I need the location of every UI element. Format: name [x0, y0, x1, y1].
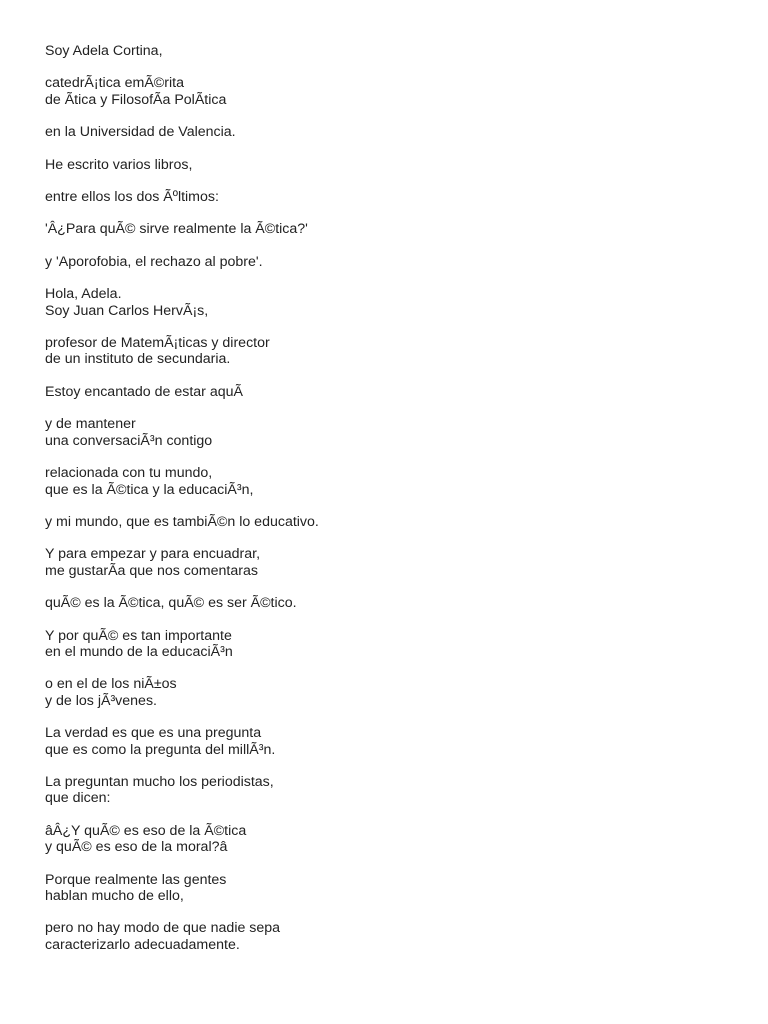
transcript-paragraph — [45, 546, 735, 579]
transcript-paragraph — [45, 286, 735, 319]
transcript-line: que dicen: — [45, 790, 111, 807]
transcript-paragraph — [45, 43, 735, 59]
transcript-line: de un instituto de secundaria. — [45, 351, 231, 368]
transcript-line: de Ãtica y FilosofÃa PolÃtica — [45, 91, 227, 108]
transcript-line: caracterizarlo adecuadamente. — [45, 936, 240, 953]
transcript-line: y 'Aporofobia, el rechazo al pobre'. — [45, 253, 263, 270]
transcript-line: me gustarÃa que nos comentaras — [45, 562, 258, 579]
transcript-line: catedrÃ¡tica emÃ©rita — [45, 75, 184, 92]
transcript-paragraph — [45, 254, 735, 270]
transcript-line: La preguntan mucho los periodistas, — [45, 773, 274, 790]
transcript-paragraph — [45, 514, 735, 530]
transcript-line: Soy Juan Carlos HervÃ¡s, — [45, 302, 209, 319]
transcript-line: profesor de MatemÃ¡ticas y director — [45, 335, 270, 352]
transcript-paragraph — [45, 189, 735, 205]
transcript-line: Y para empezar y para encuadrar, — [45, 546, 261, 563]
transcript-paragraph — [45, 774, 735, 807]
transcript-line: y mi mundo, que es tambiÃ©n lo educativo. — [45, 513, 319, 530]
transcript-document — [45, 43, 735, 969]
transcript-line: en el mundo de la educaciÃ³n — [45, 643, 233, 660]
transcript-line: âÂ¿Y quÃ© es eso de la Ã©tica — [45, 822, 247, 839]
transcript-paragraph — [45, 595, 735, 611]
transcript-paragraph — [45, 628, 735, 661]
transcript-paragraph — [45, 676, 735, 709]
transcript-paragraph — [45, 823, 735, 856]
transcript-line: Soy Adela Cortina, — [45, 43, 163, 59]
transcript-line: y de mantener — [45, 416, 136, 433]
transcript-line: Estoy encantado de estar aquÃ — [45, 383, 243, 400]
transcript-paragraph — [45, 157, 735, 173]
transcript-line: He escrito varios libros, — [45, 156, 193, 173]
transcript-line: pero no hay modo de que nadie sepa — [45, 920, 281, 937]
transcript-line: La verdad es que es una pregunta — [45, 725, 262, 742]
transcript-line: entre ellos los dos Ãºltimos: — [45, 189, 219, 206]
transcript-line: que es la Ã©tica y la educaciÃ³n, — [45, 481, 254, 498]
transcript-line: y de los jÃ³venes. — [45, 692, 157, 709]
transcript-paragraph — [45, 920, 735, 953]
transcript-line: Porque realmente las gentes — [45, 871, 227, 888]
transcript-paragraph — [45, 124, 735, 140]
transcript-paragraph — [45, 335, 735, 368]
transcript-line: hablan mucho de ello, — [45, 888, 184, 904]
transcript-paragraph — [45, 872, 735, 905]
transcript-line: quÃ© es la Ã©tica, quÃ© es ser Ã©tico. — [45, 595, 297, 612]
transcript-paragraph — [45, 416, 735, 449]
transcript-paragraph — [45, 221, 735, 237]
transcript-paragraph — [45, 465, 735, 498]
transcript-line: una conversaciÃ³n contigo — [45, 432, 213, 449]
transcript-paragraph — [45, 384, 735, 400]
transcript-line: Hola, Adela. — [45, 286, 122, 303]
transcript-paragraph — [45, 75, 735, 108]
transcript-line: o en el de los niÃ±os — [45, 676, 177, 693]
transcript-line: 'Â¿Para quÃ© sirve realmente la Ã©tica?' — [45, 221, 308, 238]
transcript-line: que es como la pregunta del millÃ³n. — [45, 741, 276, 758]
transcript-line: Y por quÃ© es tan importante — [45, 627, 232, 644]
transcript-line: y quÃ© es eso de la moral?â — [45, 839, 228, 856]
transcript-line: en la Universidad de Valencia. — [45, 124, 236, 141]
transcript-line: relacionada con tu mundo, — [45, 465, 213, 482]
transcript-paragraph — [45, 725, 735, 758]
